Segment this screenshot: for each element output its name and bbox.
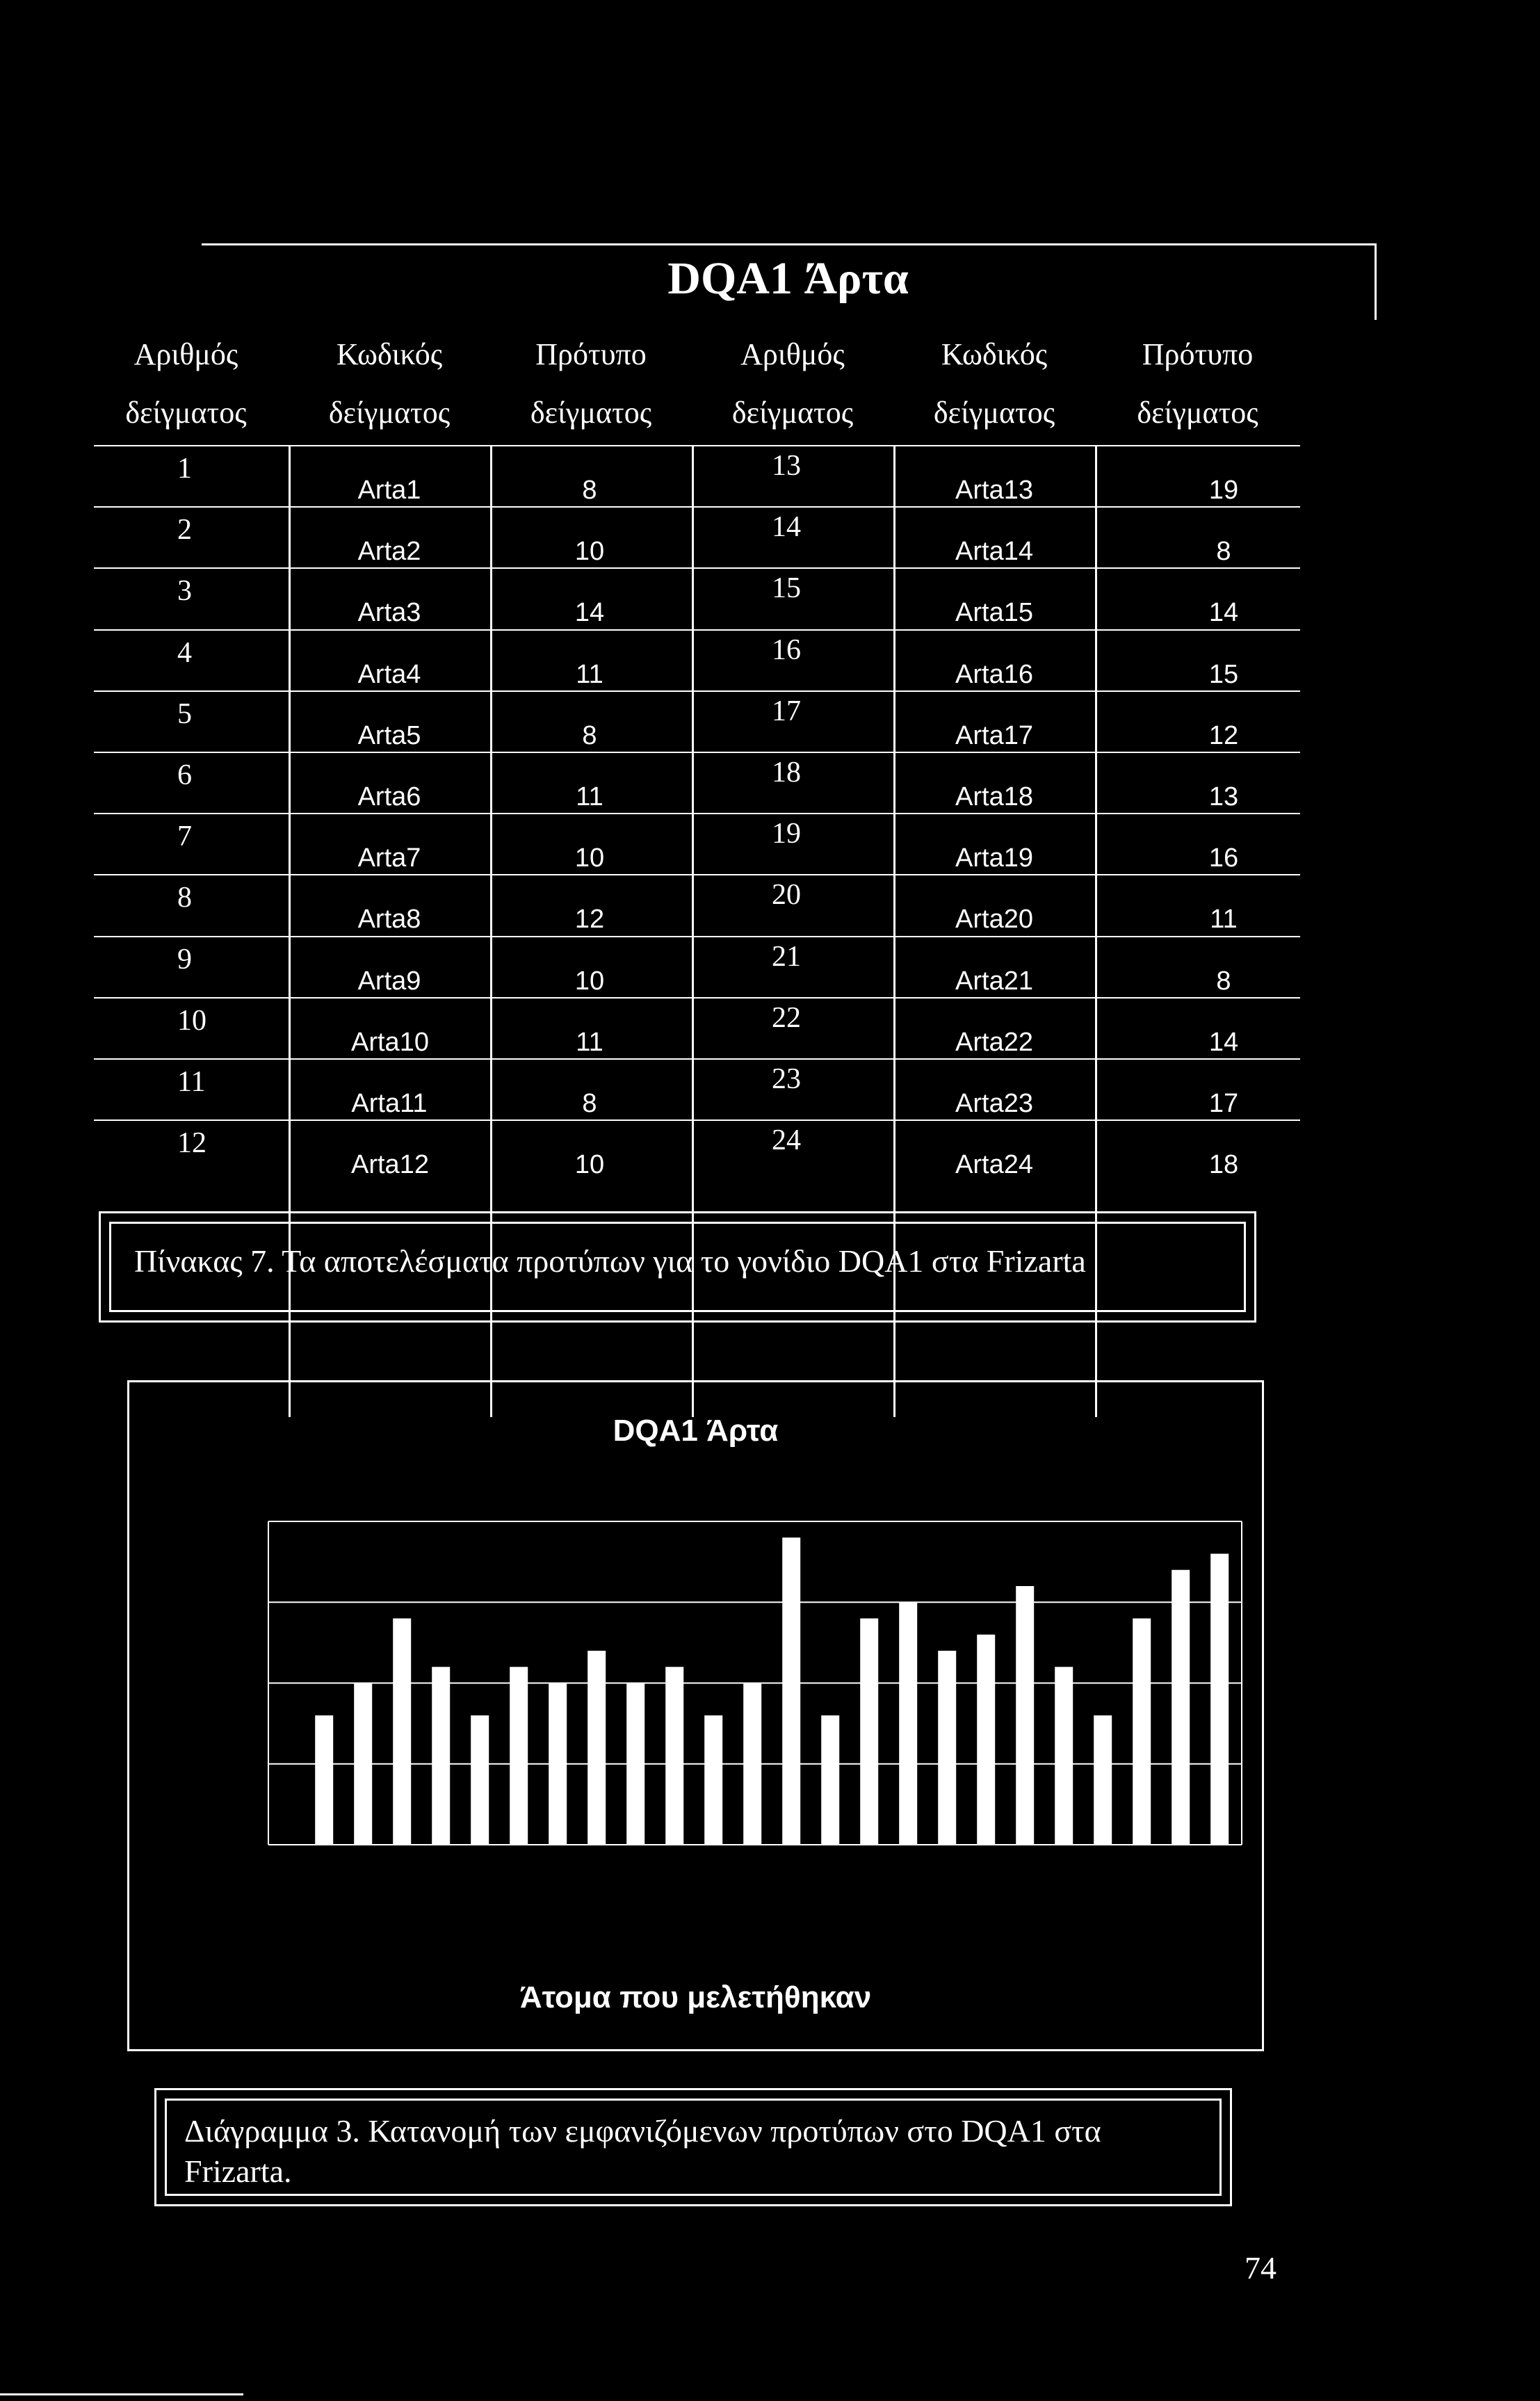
header-sample-code-1: Κωδικός δείγματος: [328, 337, 451, 430]
cell-sample-code: Arta15: [955, 598, 1033, 628]
cell-sample-code: Arta21: [955, 966, 1033, 996]
header-sample-number-1: Αριθμός δείγματος: [125, 337, 247, 430]
cell-sample-code: Arta5: [357, 720, 421, 750]
cell-sample-number: 20: [772, 879, 801, 912]
cell-sample-number: 11: [177, 1066, 206, 1098]
chart-title: DQA1 Άρτα: [613, 1414, 779, 1448]
bar-sample-5: [471, 1715, 489, 1845]
bar-sample-18: [977, 1635, 995, 1845]
cell-pattern: 11: [576, 782, 603, 811]
bar-sample-14: [821, 1715, 839, 1845]
cell-pattern: 13: [1208, 782, 1239, 811]
bar-sample-1: [315, 1715, 333, 1845]
cell-pattern: 10: [574, 1150, 605, 1180]
page-number: 74: [1245, 2250, 1276, 2286]
row-divider: [94, 1058, 1300, 1060]
table-title: DQA1 Άρτα: [667, 253, 909, 304]
cell-pattern: 11: [576, 1027, 603, 1057]
cell-sample-number: 8: [177, 882, 192, 914]
table-title-box: [202, 243, 1377, 320]
cell-sample-code: Arta19: [955, 843, 1033, 873]
cell-sample-code: Arta10: [351, 1027, 429, 1057]
chart-frame: [127, 1380, 1264, 2051]
cell-sample-code: Arta18: [955, 782, 1033, 811]
cell-sample-code: Arta2: [357, 537, 421, 567]
chart-bars: [315, 1537, 1229, 1845]
cell-sample-number: 15: [772, 572, 801, 605]
cell-sample-number: 1: [177, 453, 192, 485]
cell-sample-number: 23: [772, 1063, 801, 1095]
chart-caption: Διάγραμμα 3. Κατανομή των εμφανιζόμενων προτύπων στο DQA1 στα Frizarta.: [184, 2113, 1101, 2189]
cell-sample-code: Arta7: [357, 843, 421, 873]
cell-sample-code: Arta22: [955, 1027, 1033, 1057]
cell-pattern: 8: [582, 1089, 597, 1118]
cell-sample-code: Arta20: [955, 905, 1033, 935]
row-divider: [94, 813, 1300, 814]
cell-pattern: 8: [582, 720, 597, 750]
cell-pattern: 10: [574, 966, 605, 996]
cell-pattern: 10: [574, 537, 605, 567]
bar-sample-11: [704, 1715, 722, 1845]
cell-sample-code: Arta4: [357, 659, 421, 689]
cell-sample-number: 13: [772, 450, 801, 482]
cell-sample-code: Arta16: [955, 659, 1033, 689]
cell-sample-code: Arta12: [351, 1150, 429, 1180]
cell-sample-code: Arta17: [955, 720, 1033, 750]
cell-sample-number: 21: [772, 940, 801, 973]
cell-sample-code: Arta13: [955, 476, 1033, 505]
cell-sample-number: 7: [177, 820, 192, 853]
chart-caption-box: [154, 2088, 1232, 2206]
row-divider: [94, 629, 1300, 631]
cell-pattern: 17: [1208, 1089, 1239, 1118]
bar-sample-12: [743, 1683, 761, 1845]
bar-sample-7: [549, 1683, 567, 1845]
cell-pattern: 12: [1208, 720, 1239, 750]
bar-sample-9: [626, 1683, 645, 1845]
cell-sample-code: Arta3: [357, 598, 421, 628]
cell-sample-number: 10: [177, 1004, 206, 1037]
bar-sample-16: [899, 1602, 917, 1845]
cell-sample-number: 22: [772, 1001, 801, 1034]
header-divider: [94, 445, 1300, 446]
cell-pattern: 15: [1208, 659, 1239, 689]
cell-sample-code: Arta8: [357, 905, 421, 935]
bar-sample-22: [1133, 1619, 1151, 1845]
table-caption: Πίνακας 7. Τα αποτελέσματα προτύπων για το γονίδιο DQA1 στα Frizarta: [134, 1243, 1086, 1279]
cell-sample-number: 2: [177, 514, 192, 547]
bar-sample-2: [354, 1683, 372, 1845]
cell-sample-number: 6: [177, 759, 192, 791]
cell-sample-code: Arta9: [357, 966, 421, 996]
row-divider: [94, 506, 1300, 508]
cell-sample-code: Arta11: [351, 1089, 428, 1118]
header-sample-pattern-2: Πρότυπο δείγματος: [1137, 337, 1258, 430]
cell-pattern: 10: [574, 843, 605, 873]
bar-sample-24: [1210, 1554, 1229, 1845]
header-sample-code-2: Κωδικός δείγματος: [933, 337, 1055, 430]
bar-sample-10: [665, 1667, 683, 1845]
cell-pattern: 8: [1216, 966, 1231, 996]
cell-sample-number: 24: [772, 1124, 801, 1157]
row-divider: [94, 997, 1300, 999]
cell-pattern: 16: [1208, 843, 1239, 873]
bar-sample-4: [432, 1667, 450, 1845]
chart-x-axis-label: Άτομα που μελετήθηκαν: [519, 1980, 872, 2014]
cell-pattern: 12: [574, 905, 605, 935]
cell-pattern: 18: [1208, 1150, 1239, 1180]
cell-sample-number: 9: [177, 943, 192, 976]
bar-sample-23: [1172, 1570, 1190, 1845]
bar-sample-19: [1016, 1586, 1034, 1845]
cell-sample-number: 5: [177, 697, 192, 730]
cell-sample-number: 19: [772, 818, 801, 850]
bar-chart: [129, 1382, 1262, 2049]
cell-pattern: 8: [582, 476, 597, 505]
cell-pattern: 14: [1208, 1027, 1239, 1057]
bar-sample-3: [393, 1619, 411, 1845]
cell-sample-code: Arta24: [955, 1150, 1033, 1180]
bar-sample-13: [782, 1537, 800, 1845]
cell-sample-number: 3: [177, 575, 192, 608]
cell-pattern: 14: [574, 598, 605, 628]
cell-pattern: 11: [1210, 905, 1238, 935]
footnote-rule: [0, 2393, 243, 2395]
bar-sample-15: [860, 1619, 878, 1845]
row-divider: [94, 1119, 1300, 1121]
cell-sample-number: 17: [772, 695, 801, 727]
row-divider: [94, 752, 1300, 753]
row-divider: [94, 936, 1300, 937]
row-divider: [94, 567, 1300, 569]
row-divider: [94, 690, 1300, 692]
cell-sample-number: 16: [772, 633, 801, 666]
cell-sample-code: Arta1: [357, 476, 421, 505]
pattern-table: [83, 243, 1300, 1180]
row-divider: [94, 874, 1300, 875]
cell-pattern: 19: [1208, 476, 1239, 505]
cell-pattern: 8: [1216, 537, 1231, 567]
bar-sample-20: [1055, 1667, 1073, 1845]
cell-pattern: 11: [576, 659, 603, 689]
cell-sample-code: Arta6: [357, 782, 421, 811]
cell-sample-code: Arta14: [955, 537, 1033, 567]
bar-sample-6: [510, 1667, 528, 1845]
header-sample-number-2: Αριθμός δείγματος: [731, 337, 854, 430]
cell-sample-number: 18: [772, 757, 801, 789]
table-caption-box: [99, 1211, 1256, 1323]
cell-sample-number: 12: [177, 1127, 206, 1160]
bar-sample-21: [1094, 1715, 1112, 1845]
cell-pattern: 14: [1208, 598, 1239, 628]
bar-sample-8: [587, 1651, 606, 1845]
cell-sample-number: 14: [772, 511, 801, 544]
header-sample-pattern-1: Πρότυπο δείγματος: [530, 337, 652, 430]
cell-sample-code: Arta23: [955, 1089, 1033, 1118]
bar-sample-17: [938, 1651, 956, 1845]
cell-sample-number: 4: [177, 636, 192, 669]
